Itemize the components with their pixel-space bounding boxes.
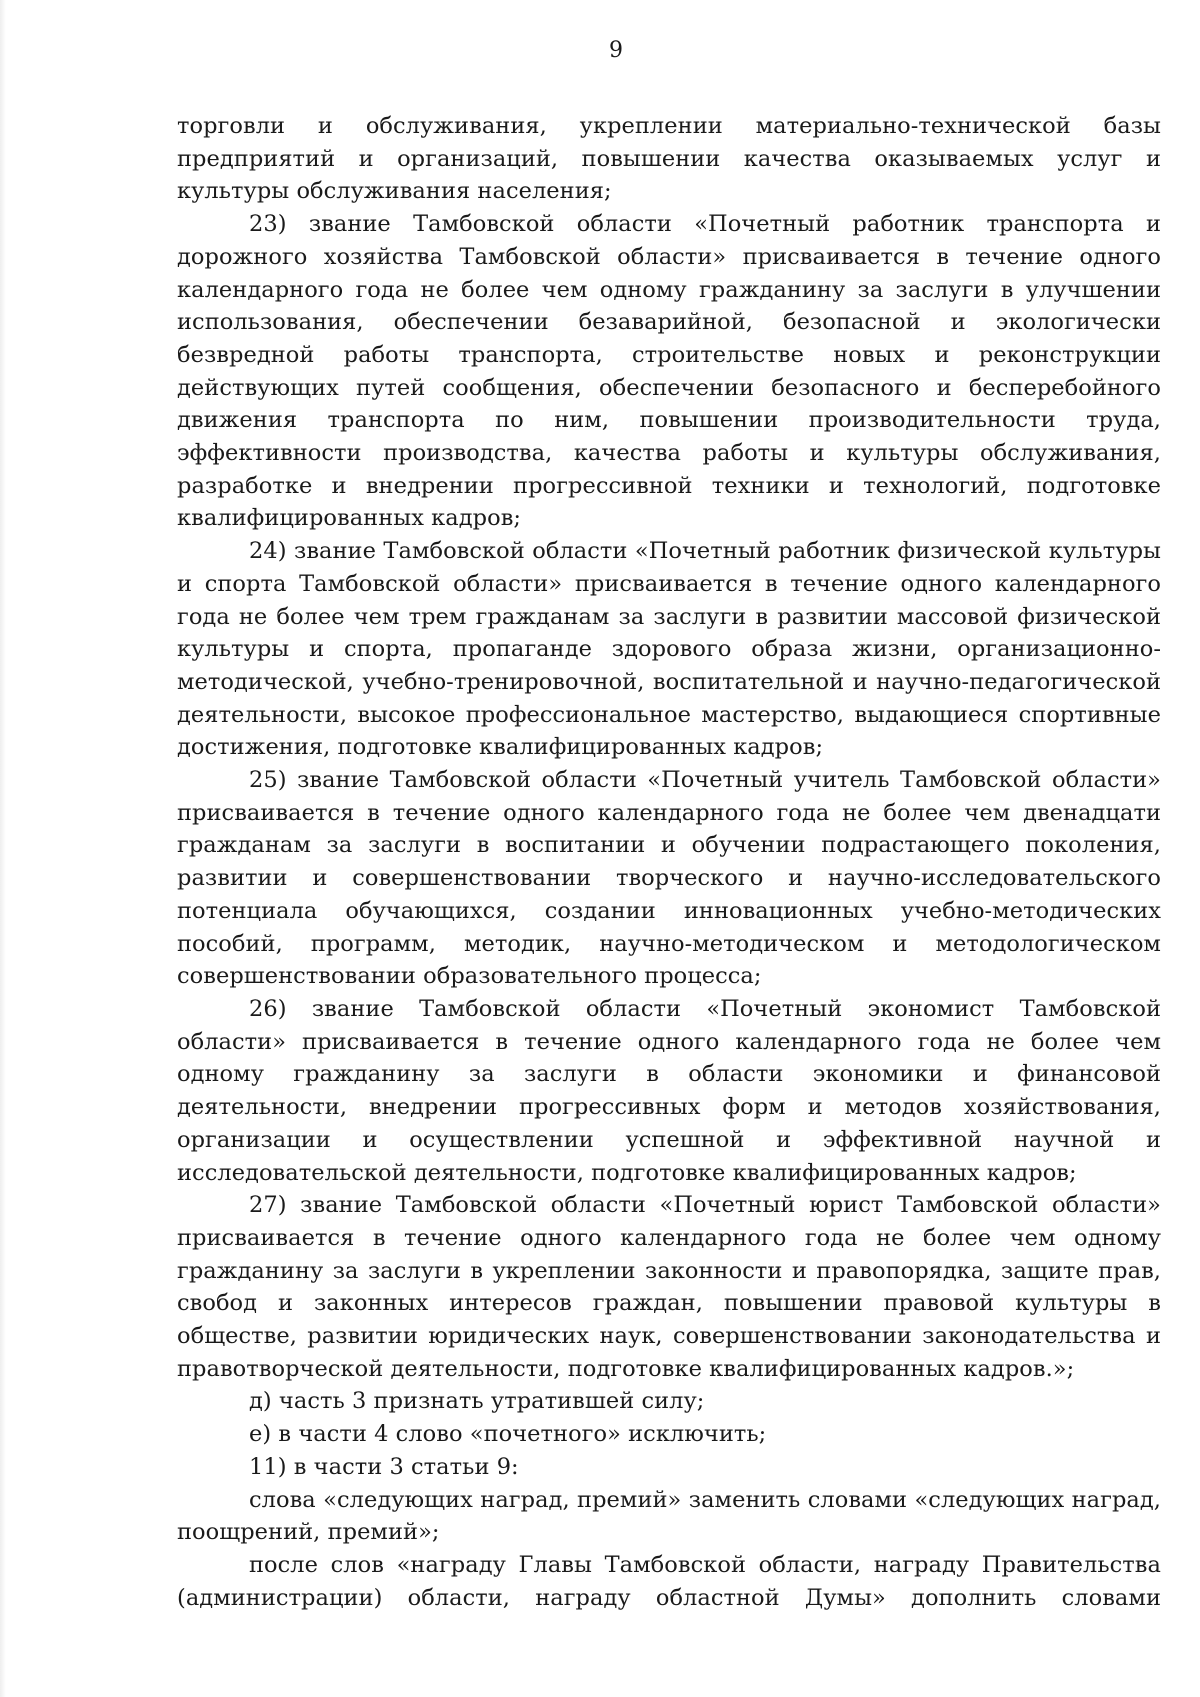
paragraph-item-25: 25) звание Тамбовской области «Почетный учитель Тамбовской области» присваивается в течение одного календарного года не более чем двенадцати гражданам за заслуги в воспитании и обучении подрастающего поколения, развитии и совершенствовании творческого и научно-исследовательского потенциала обучающихся, создании инновационных учебно-методических пособий, программ, методик, научно-методическом и методологическом совершенствовании образовательного процесса; (177, 767, 1161, 990)
paragraph-item-e: е) в части 4 слово «почетного» исключить; (249, 1421, 767, 1448)
paragraph-item-d: д) часть 3 признать утратившей силу; (249, 1388, 705, 1415)
paragraph-after-words: после слов «награду Главы Тамбовской области, награду Правительства (администрации) области, награду областной Думы» дополнить словами (177, 1551, 1161, 1611)
paragraph-item-23: 23) звание Тамбовской области «Почетный работник транспорта и дорожного хозяйства Тамбовской области» присваивается в течение одного календарного года не более чем одному гражданину за заслуги в улучшении использования, обеспечении безаварийной, безопасной и экологически безвредной работы транспорта, строительстве новых и реконструкции действующих путей сообщения, обеспечении безопасного и бесперебойного движения транспорта по ним, повышении производительности труда, эффективности производства, качества работы и культуры обслуживания, разработке и внедрении прогрессивной техники и технологий, подготовке квалифицированных кадров; (177, 211, 1161, 532)
paragraph-item-11: 11) в части 3 статьи 9: (249, 1453, 519, 1480)
paragraph-item-26: 26) звание Тамбовской области «Почетный экономист Тамбовской области» присваивается в течение одного календарного года не более чем одному гражданину за заслуги в области экономики и финансовой деятельности, внедрении прогрессивных форм и методов хозяйствования, организации и осуществлении успешной и эффективной научной и исследовательской деятельности, подготовке квалифицированных кадров; (177, 995, 1161, 1186)
document-body (177, 110, 1161, 1614)
paragraph-item-24: 24) звание Тамбовской области «Почетный работник физической культуры и спорта Тамбовской области» присваивается в течение одного календарного года не более чем трем гражданам за заслуги в развитии массовой физической культуры и спорта, пропаганде здорового образа жизни, организационно-методической, учебно-тренировочной, воспитательной и научно-педагогической деятельности, высокое профессиональное мастерство, выдающиеся спортивные достижения, подготовке квалифицированных кадров; (177, 538, 1161, 761)
paragraph-continuation: торговли и обслуживания, укреплении материально-технической базы предприятий и организаций, повышении качества оказываемых услуг и культуры обслуживания населения; (177, 113, 1161, 205)
scan-edge-shadow (0, 0, 6, 1697)
paragraph-item-27: 27) звание Тамбовской области «Почетный юрист Тамбовской области» присваивается в течение одного календарного года не более чем одному гражданину за заслуги в укреплении законности и правопорядка, защите прав, свобод и законных интересов граждан, повышении правовой культуры в обществе, развитии юридических наук, совершенствовании законодательства и правотворческой деятельности, подготовке квалифицированных кадров.»; (177, 1192, 1161, 1382)
paragraph-replace-words: слова «следующих наград, премий» заменить словами «следующих наград, поощрений, премий»; (177, 1486, 1161, 1546)
page-number: 9 (609, 38, 623, 63)
